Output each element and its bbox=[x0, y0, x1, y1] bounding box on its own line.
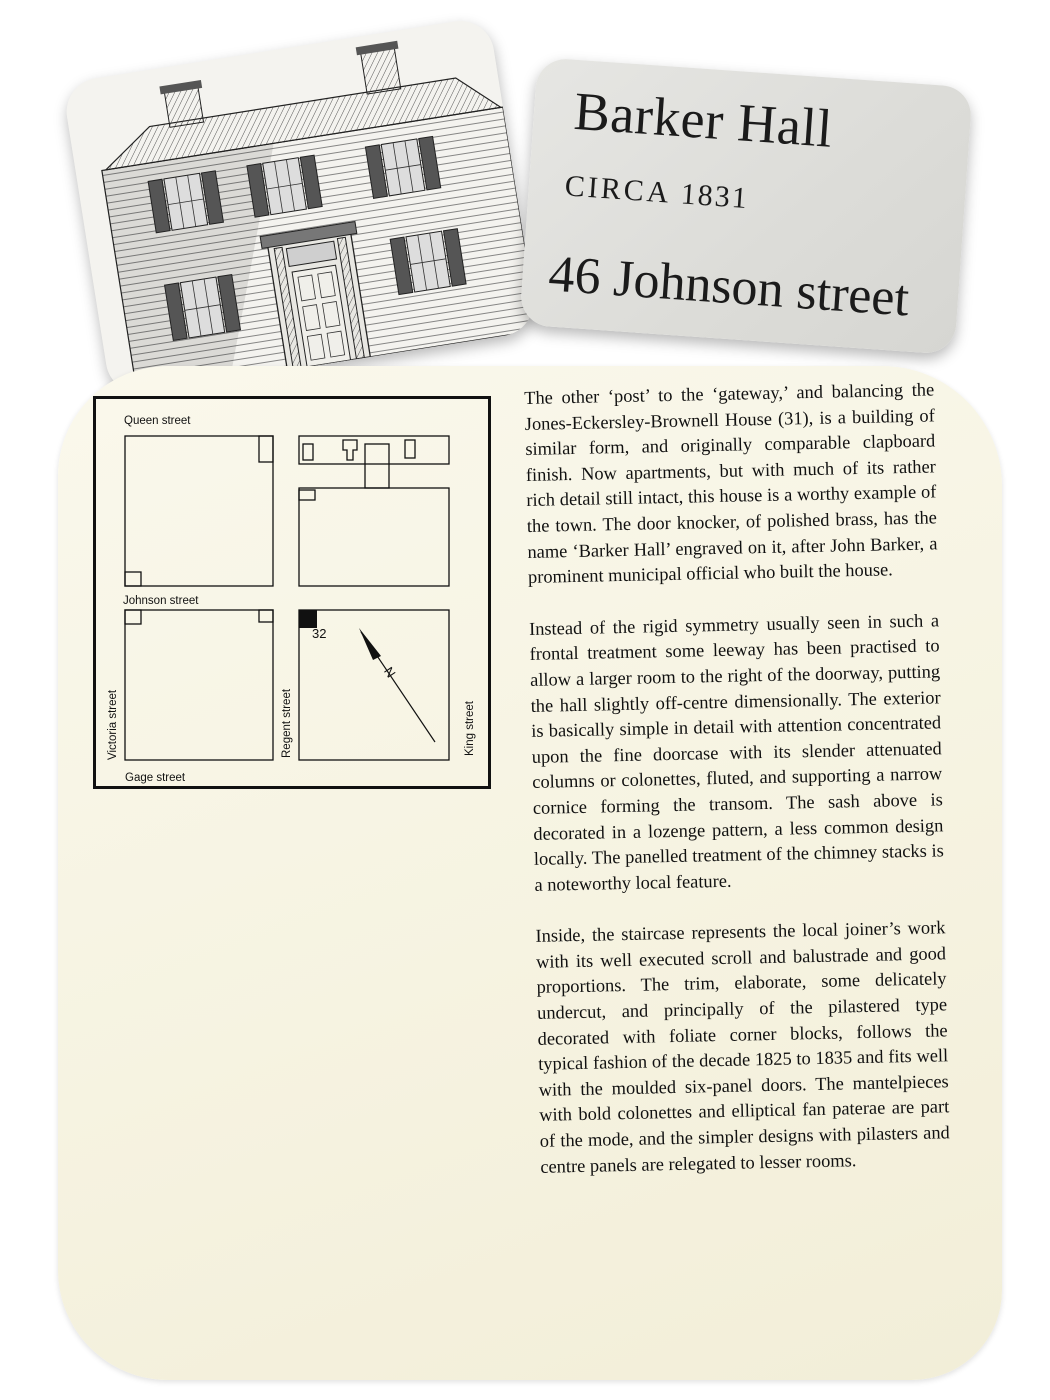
street-regent: Regent street bbox=[281, 688, 293, 758]
block-north-strip bbox=[299, 436, 449, 464]
circa-label: CIRCA bbox=[563, 169, 673, 210]
north-label: N bbox=[380, 664, 399, 681]
circa-date bbox=[564, 169, 750, 216]
building-name: Barker Hall bbox=[572, 80, 835, 159]
circa-year: 1831 bbox=[679, 177, 750, 216]
paragraph-exterior-history: The other ‘post’ to the ‘gateway,’ and balancing the Jones-Eckersley-Brownell House (31), is a building of similar form, and originally comparable clapboard finish. Now apartments, but with much of its rather rich detail still intact, this house is a worthy example of the town. The door knocker, of polished brass, has the name ‘Barker Hall’ engraved on it, after John Barker, a prominent municipal official who built the house. bbox=[524, 379, 938, 588]
house-drawing bbox=[62, 16, 538, 398]
block-southwest bbox=[125, 610, 273, 760]
paragraph-exterior-detail: Instead of the rigid symmetry usually seen in such a frontal treatment some leeway has been practised to allow a larger room to the right of the doorway, putting the hall slightly off-centre dimensionally. The exterior is basically simple in detail with attention concentrated upon the fine doorcase with its slender attenuated columns or colonettes, fluted, and supporting a narrow cornice forming the transom. The sash above is decorated in a lozenge pattern, a less common design locally. The panelled treatment of the chimney stacks is a noteworthy local feature. bbox=[528, 610, 945, 895]
street-address: 46 Johnson street bbox=[546, 245, 911, 328]
street-victoria: Victoria street bbox=[107, 689, 119, 760]
street-johnson: Johnson street bbox=[123, 595, 199, 607]
street-king: King street bbox=[464, 701, 476, 756]
block-northeast bbox=[299, 488, 449, 586]
block-northwest bbox=[125, 436, 273, 586]
description-text bbox=[524, 377, 951, 1206]
building-sketch bbox=[62, 16, 538, 398]
street-queen: Queen street bbox=[124, 415, 191, 427]
title-card bbox=[519, 57, 973, 355]
location-map bbox=[93, 396, 491, 794]
street-gage: Gage street bbox=[125, 772, 186, 784]
paragraph-interior: Inside, the staircase represents the local joiner’s work with its well executed scroll and balustrade and good proportions. The trim, elaborate, some delicately undercut, and principally of the pilastered type decorated with foliate corner blocks, follows the typical fashion of the decade 1825 to 1835 and fits well with the moulded six-panel doors. The mantelpieces with bold colonettes and elliptical fan paterae are part of the mode, and the simpler designs with pilasters and centre panels are relegated to lesser rooms. bbox=[535, 917, 950, 1177]
building-number-label: 32 bbox=[312, 626, 327, 641]
page-card bbox=[58, 366, 1002, 1380]
